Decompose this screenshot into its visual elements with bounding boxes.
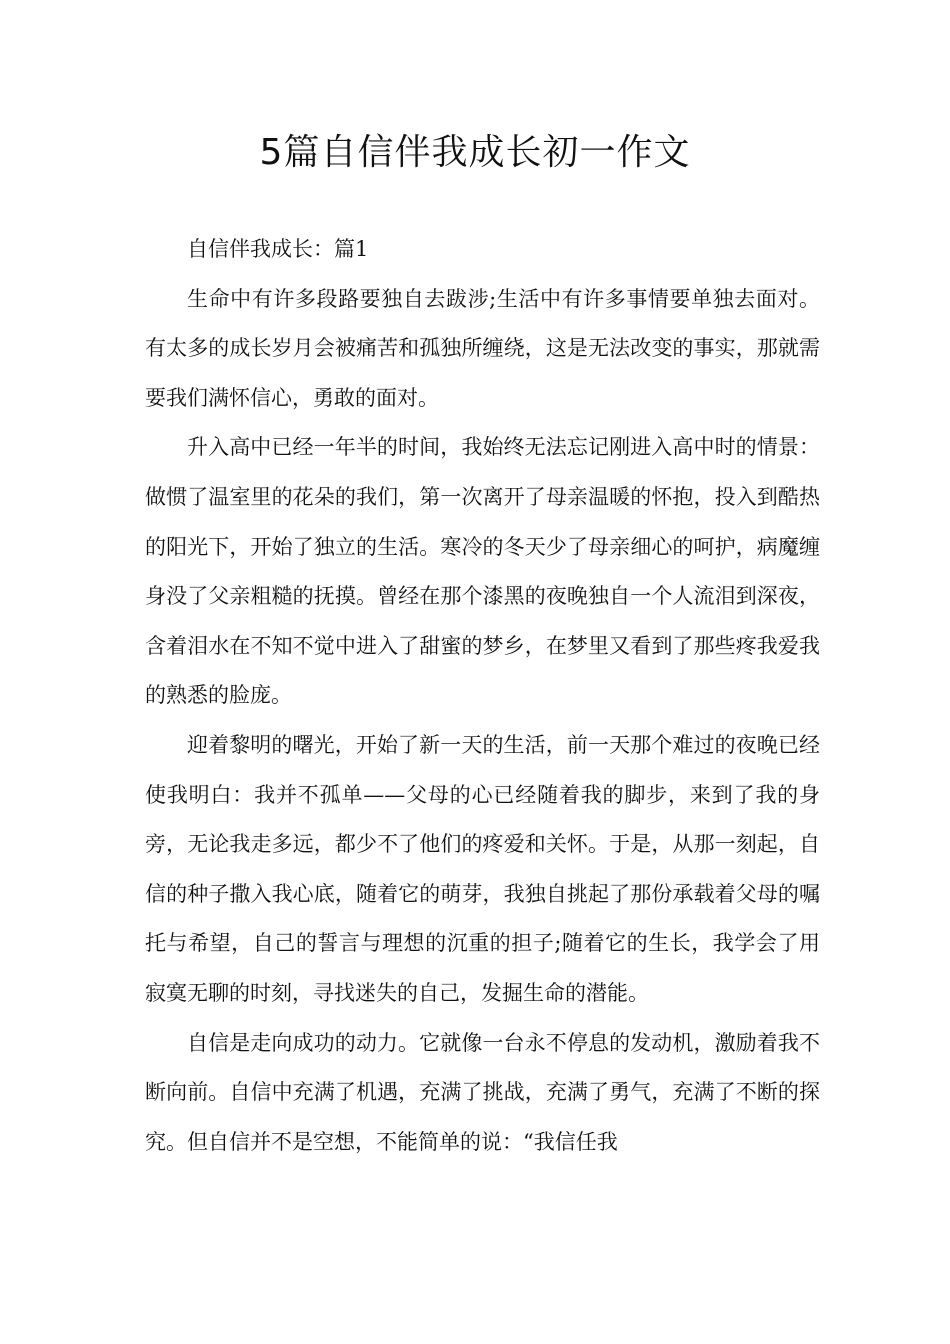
- section-heading: 自信伴我成长：篇1: [187, 237, 369, 261]
- paragraph: 迎着黎明的曙光，开始了新一天的生活，前一天那个难过的夜晚已经使我明白：我并不孤单——父母的心已经随着我的脚步，来到了我的身旁，无论我走多远，都少不了他们的疼爱和关怀。于是，从那一刻起，自信的种子撒入我心底，随着它的萌芽，我独自挑起了那份承载着父母的嘱托与希望，自己的誓言与理想的沉重的担子;随着它的生长，我学会了用寂寞无聊的时刻，寻找迷失的自己，发掘生命的潜能。: [145, 732, 820, 1005]
- document-title: 5篇自信伴我成长初一作文: [259, 132, 691, 173]
- document-body: [145, 225, 820, 1167]
- paragraph: 升入高中已经一年半的时间，我始终无法忘记刚进入高中时的情景：做惯了温室里的花朵的我们，第一次离开了母亲温暖的怀抱，投入到酷热的阳光下，开始了独立的生活。寒冷的冬天少了母亲细心的呵护，病魔缠身没了父亲粗糙的抚摸。曾经在那个漆黑的夜晚独自一个人流泪到深夜，含着泪水在不知不觉中进入了甜蜜的梦乡，在梦里又看到了那些疼我爱我的熟悉的脸庞。: [145, 435, 820, 708]
- paragraph: 自信是走向成功的动力。它就像一台永不停息的发动机，激励着我不断向前。自信中充满了机遇，充满了挑战，充满了勇气，充满了不断的探究。但自信并不是空想，不能简单的说：“我信任我: [145, 1030, 820, 1154]
- paragraph: 生命中有许多段路要独自去跋涉;生活中有许多事情要单独去面对。有太多的成长岁月会被痛苦和孤独所缠绕，这是无法改变的事实，那就需要我们满怀信心，勇敢的面对。: [145, 286, 820, 410]
